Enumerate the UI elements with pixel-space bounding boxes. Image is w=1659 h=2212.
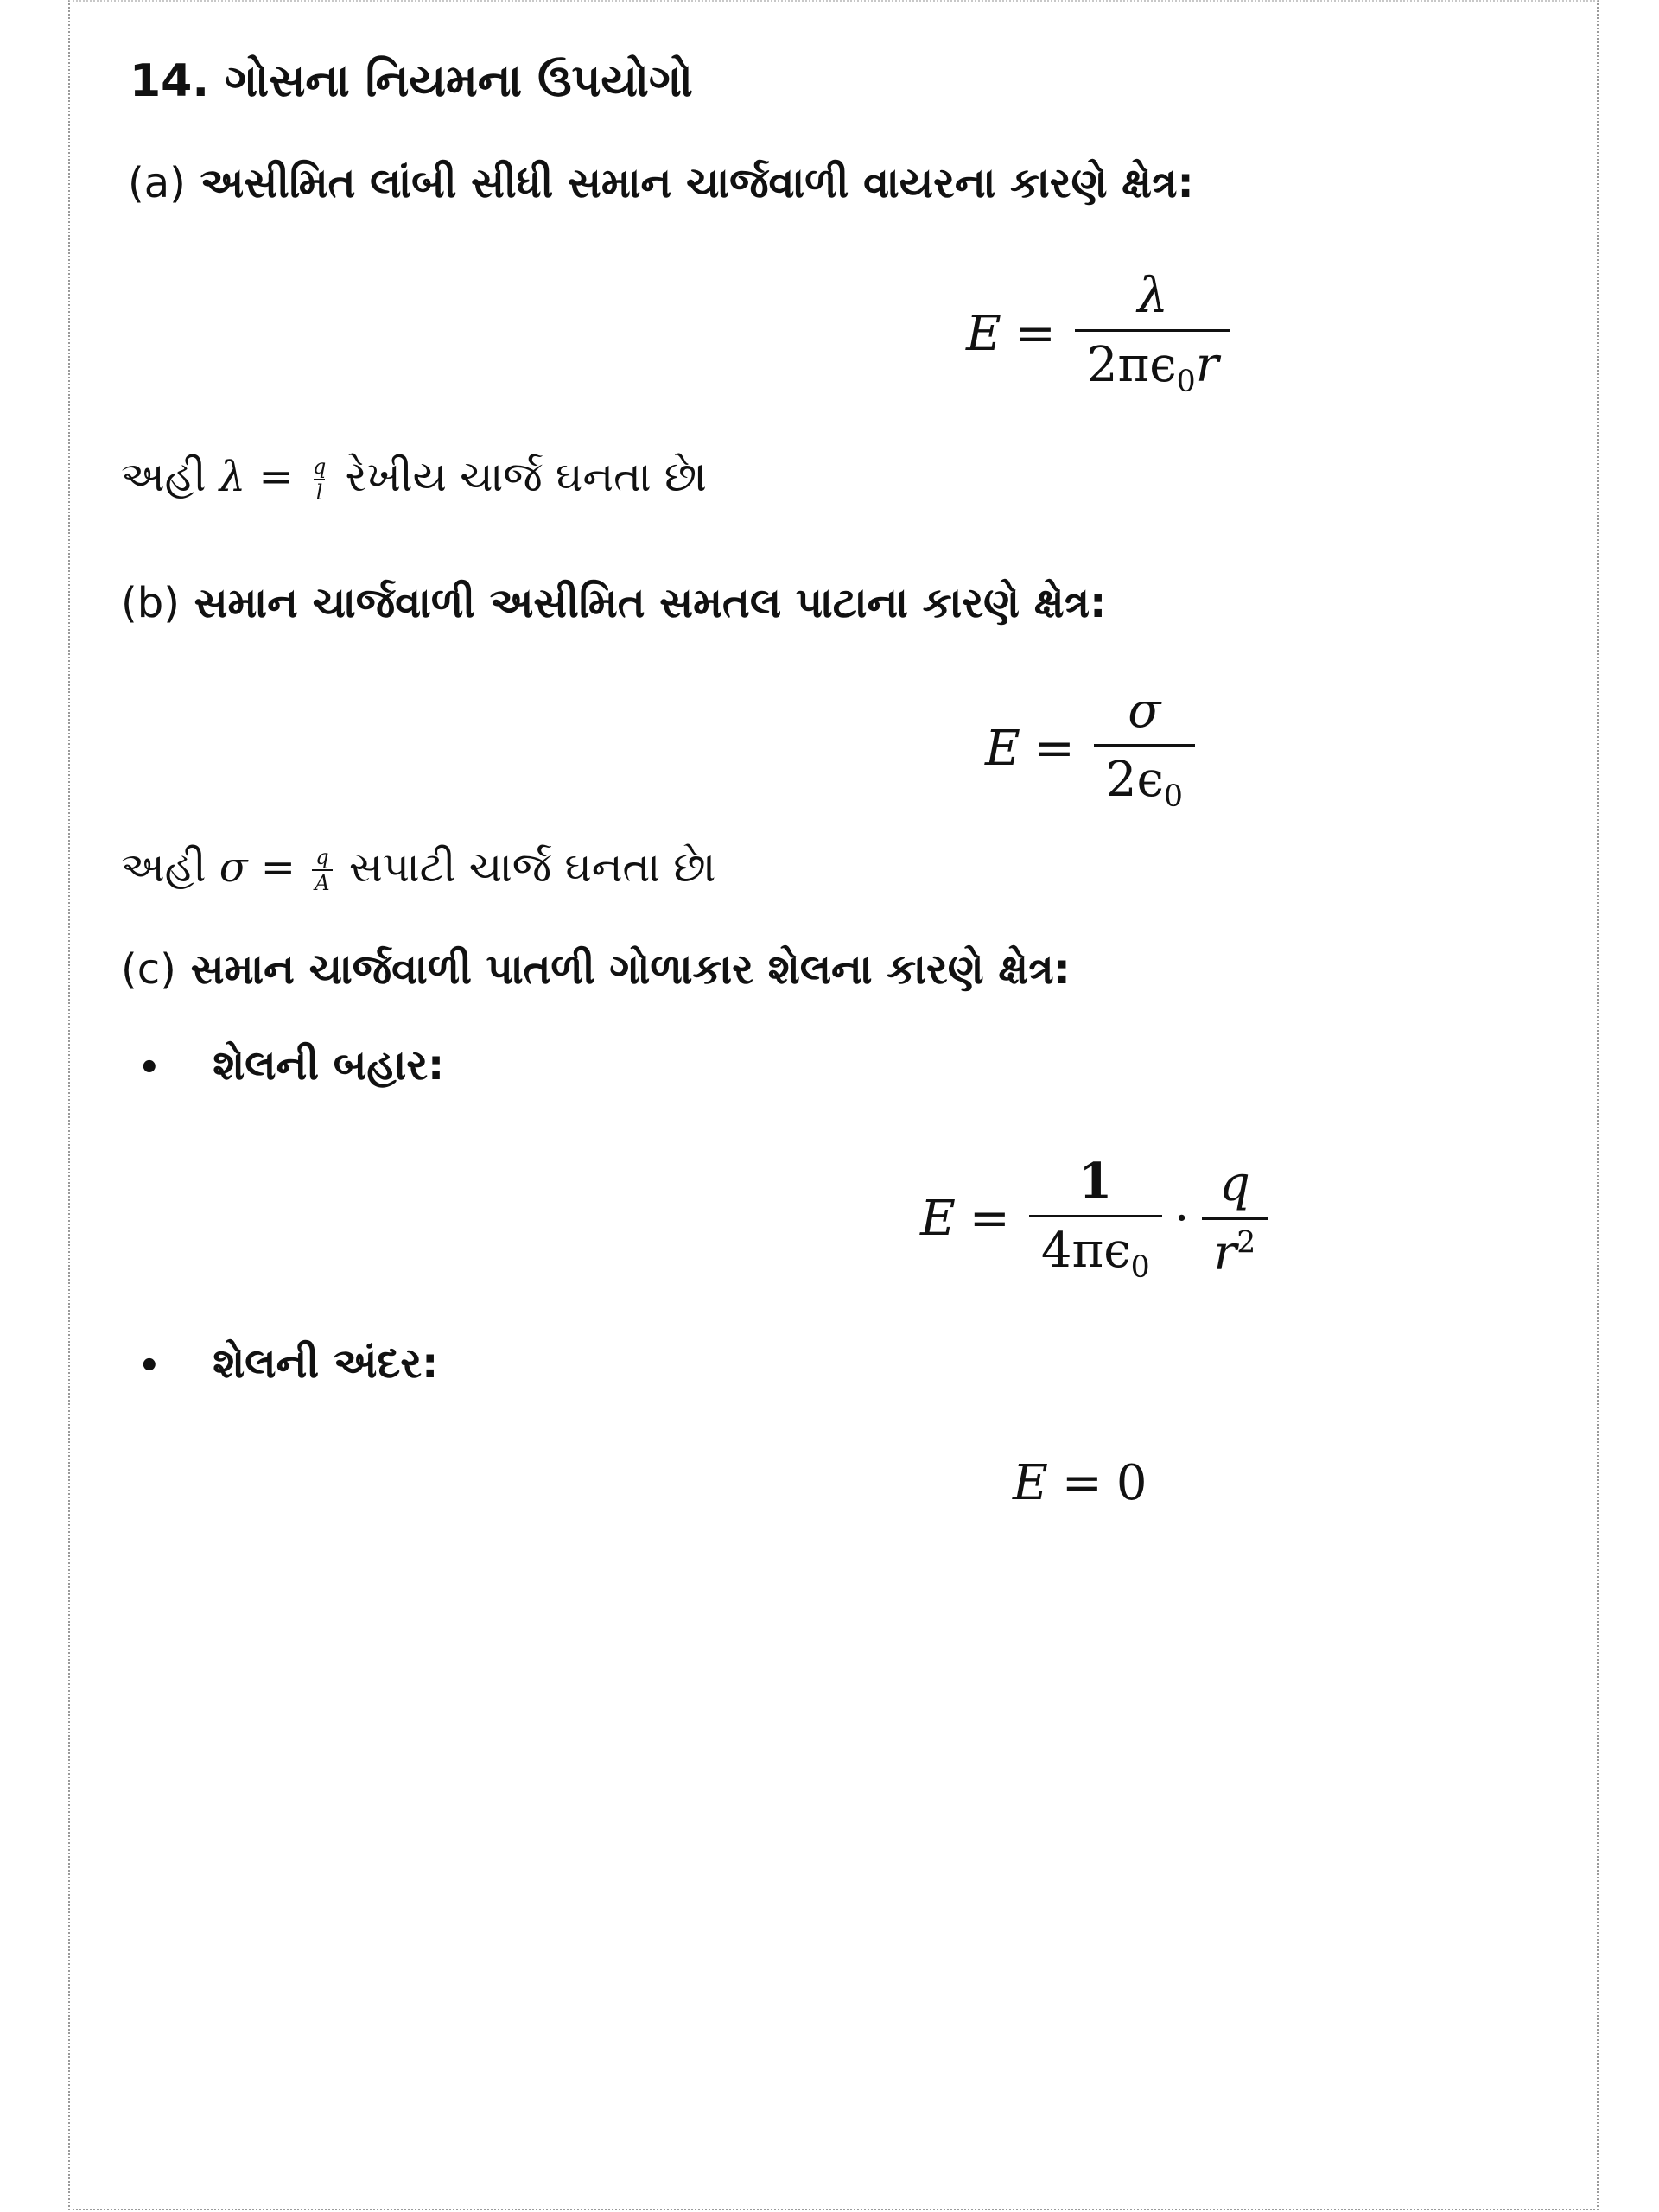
eq-a-denominator xyxy=(1075,329,1231,399)
section-a-label: (a) xyxy=(128,159,186,207)
section-heading xyxy=(130,55,693,108)
eq-c1-fraction-1 xyxy=(1029,1153,1162,1285)
eq-a-equals: = xyxy=(1014,305,1056,362)
section-c-label: (c) xyxy=(121,945,176,994)
eq-a-lhs: E xyxy=(966,305,1001,362)
eq-b-numerator: σ xyxy=(1128,683,1161,739)
eq-a-fraction xyxy=(1075,268,1231,399)
eq-b-denominator xyxy=(1094,744,1195,814)
bullet-outside xyxy=(138,1041,444,1090)
eq-c1-dot: · xyxy=(1173,1191,1190,1248)
eq-a-den-sub: 0 xyxy=(1176,365,1196,400)
section-c-heading: સમાન ચાર્જવાળી પાતળી ગોળાકાર શેલના કારણે ક્ષેત્ર: xyxy=(190,945,1071,994)
eq-c1-den2-main: r xyxy=(1213,1225,1237,1282)
note-sigma xyxy=(121,843,716,893)
bullet-inside-label: શેલની અંદર: xyxy=(213,1339,439,1388)
eq-a-numerator: λ xyxy=(1137,268,1168,324)
section-c-title xyxy=(121,945,1071,995)
section-b-title xyxy=(121,579,1106,628)
section-b-heading: સમાન ચાર્જવાળી અસીમિત સમતલ પાટાના કારણે ક્ષેત્ર: xyxy=(194,579,1107,627)
eq-a-den-tail: r xyxy=(1195,337,1219,393)
bullet-inside xyxy=(138,1339,438,1389)
heading-title: ગોસના નિયમના ઉપયોગો xyxy=(225,55,693,107)
equation-line-charge xyxy=(966,268,1236,399)
eq-c1-fraction-2 xyxy=(1202,1156,1268,1281)
eq-b-lhs: E xyxy=(985,720,1020,777)
heading-number: 14. xyxy=(130,55,210,107)
bullet-outside-marker: • xyxy=(138,1048,161,1088)
eq-c2-lhs: E xyxy=(1013,1455,1048,1511)
note-a-text: રેખીય ચાર્જ ઘનતા છે। xyxy=(345,453,708,501)
section-a-heading: અસીમિત લાંબી સીધી સમાન ચાર્જવાળી વાયરના કારણે ક્ષેત્ર: xyxy=(200,159,1194,207)
note-a-prefix: અહી xyxy=(121,453,207,501)
eq-c1-lhs: E xyxy=(920,1191,956,1248)
note-b-symbol: σ xyxy=(219,843,248,892)
eq-c1-num2: q xyxy=(1219,1156,1250,1213)
note-b-text: સપાટી ચાર્જ ઘનતા છે। xyxy=(348,843,717,892)
eq-c1-den2-sup: 2 xyxy=(1236,1225,1256,1261)
bullet-outside-label: શેલની બહાર: xyxy=(213,1041,445,1090)
equation-plane-sheet xyxy=(985,683,1200,814)
eq-b-equals: = xyxy=(1033,720,1075,777)
note-b-fraction xyxy=(312,847,332,893)
eq-c1-den1 xyxy=(1029,1215,1162,1285)
note-a-frac-den: l xyxy=(314,479,326,503)
section-b-label: (b) xyxy=(121,579,180,627)
note-b-equals: = xyxy=(260,843,296,892)
eq-c1-den1-main: 4πϵ xyxy=(1040,1223,1131,1279)
note-b-frac-den: A xyxy=(312,869,332,893)
eq-b-den-main: 2ϵ xyxy=(1105,752,1164,808)
equation-shell-outside xyxy=(920,1153,1273,1285)
eq-c1-den1-sub: 0 xyxy=(1130,1250,1150,1286)
note-a-equals: = xyxy=(258,453,294,501)
document-page xyxy=(68,0,1599,2210)
note-a-symbol: λ xyxy=(219,453,246,501)
equation-shell-inside xyxy=(1013,1455,1147,1511)
eq-c1-num1: 1 xyxy=(1078,1153,1113,1210)
eq-c2-rhs: 0 xyxy=(1116,1455,1147,1511)
bullet-inside-marker: • xyxy=(138,1346,161,1386)
eq-c2-equals: = xyxy=(1061,1455,1103,1511)
eq-c1-den2 xyxy=(1202,1217,1268,1281)
note-a-frac-num: q xyxy=(312,454,327,479)
note-a-fraction xyxy=(310,456,328,503)
note-lambda xyxy=(121,453,708,503)
eq-c1-equals: = xyxy=(969,1191,1010,1248)
section-a-title xyxy=(128,159,1194,208)
note-b-prefix: અહી xyxy=(121,843,207,892)
eq-a-den-main: 2πϵ xyxy=(1086,337,1177,393)
eq-b-den-sub: 0 xyxy=(1163,779,1183,815)
note-b-frac-num: q xyxy=(315,845,329,869)
eq-b-fraction xyxy=(1094,683,1195,814)
